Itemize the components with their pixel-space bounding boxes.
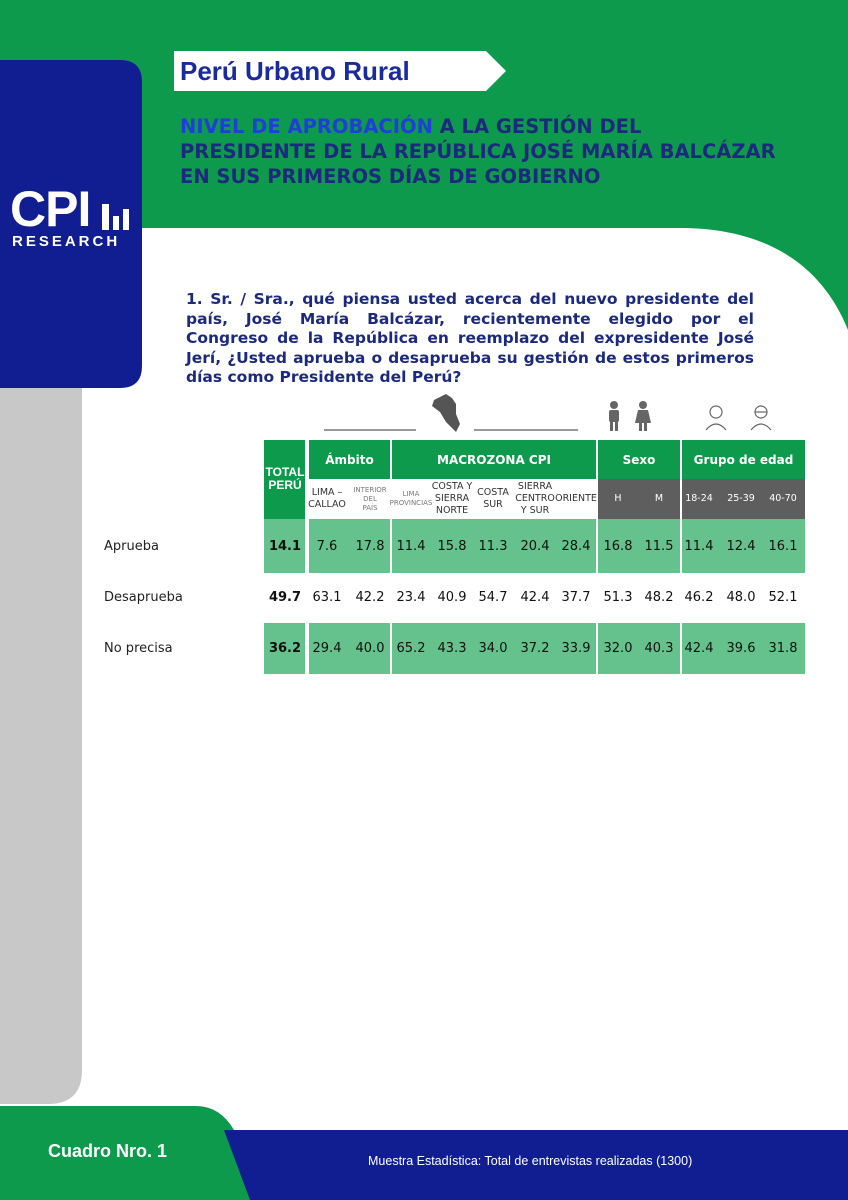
column-subheader: INTERIOR DEL PAÍS [353, 485, 387, 512]
row-label: Aprueba [104, 539, 159, 554]
table-cell-value: 11.4 [684, 539, 714, 554]
table-cell-value: 11.5 [644, 539, 674, 554]
brand-logo-text: CPI [10, 181, 91, 237]
row-total-value: 36.2 [268, 641, 302, 656]
table-cell-value: 28.4 [561, 539, 591, 554]
column-subheader: SIERRA CENTRO Y SUR [515, 481, 555, 516]
table-cell-value: 29.4 [312, 641, 342, 656]
table-cell-value: 43.3 [437, 641, 467, 656]
column-subheader: 40-70 [769, 493, 797, 504]
table-cell-value: 42.2 [355, 590, 385, 605]
table-cell-value: 37.2 [520, 641, 550, 656]
table-cell-value: 23.4 [396, 590, 426, 605]
row-total-value: 49.7 [268, 590, 302, 605]
table-cell-value: 17.8 [355, 539, 385, 554]
row-label: No precisa [104, 641, 173, 656]
table-cell-value: 51.3 [603, 590, 633, 605]
table-cell-value: 33.9 [561, 641, 591, 656]
column-subheader: LIMA PROVINCIAS [389, 490, 433, 507]
column-subheader: COSTA SUR [477, 487, 509, 510]
table-cell-value: 15.8 [437, 539, 467, 554]
section-title: Perú Urbano Rural [180, 56, 410, 86]
table-cell-value: 16.8 [603, 539, 633, 554]
column-subheader: 18-24 [685, 493, 713, 504]
headline-line2: PRESIDENTE DE LA REPÚBLICA JOSÉ MARÍA BALCÁZAR [180, 140, 776, 163]
headline-highlight: NIVEL DE APROBACIÓN [180, 115, 433, 138]
brand-logo-subtitle: RESEARCH [12, 233, 121, 250]
table-cell-value: 40.9 [437, 590, 467, 605]
group-header: Grupo de edad [693, 453, 794, 467]
row-label: Desaprueba [104, 590, 183, 605]
table-cell-value: 54.7 [478, 590, 508, 605]
column-subheader: ORIENTE [555, 493, 597, 504]
column-subheader: H [614, 493, 622, 504]
table-cell-value: 42.4 [520, 590, 550, 605]
table-cell-value: 39.6 [726, 641, 756, 656]
headline-line3: EN SUS PRIMEROS DÍAS DE GOBIERNO [180, 165, 601, 188]
group-header: Ámbito [325, 453, 374, 467]
table-cell-value: 34.0 [478, 641, 508, 656]
table-cell-value: 16.1 [768, 539, 798, 554]
table-cell-value: 12.4 [726, 539, 756, 554]
row-total-value: 14.1 [268, 539, 302, 554]
table-cell-value: 52.1 [768, 590, 798, 605]
table-cell-value: 46.2 [684, 590, 714, 605]
column-subheader: M [654, 493, 664, 504]
group-header: MACROZONA CPI [437, 453, 551, 467]
table-cell-value: 37.7 [561, 590, 591, 605]
footer-sample-note: Muestra Estadística: Total de entrevistas realizadas (1300) [368, 1154, 693, 1168]
table-cell-value: 63.1 [312, 590, 342, 605]
table-cell-value: 11.4 [396, 539, 426, 554]
total-header: TOTAL PERÚ [265, 465, 305, 492]
table-cell-value: 31.8 [768, 641, 798, 656]
table-cell-value: 11.3 [478, 539, 508, 554]
footer-table-number: Cuadro Nro. 1 [48, 1141, 168, 1161]
table-cell-value: 32.0 [603, 641, 633, 656]
table-cell-value: 20.4 [520, 539, 550, 554]
table-cell-value: 7.6 [316, 539, 338, 554]
column-subheader: 25-39 [727, 493, 755, 504]
group-header: Sexo [622, 453, 656, 467]
column-subheader: LIMA – CALLAO [308, 487, 346, 510]
table-cell-value: 40.0 [355, 641, 385, 656]
table-cell-value: 48.0 [726, 590, 756, 605]
headline-line1-rest: A LA GESTIÓN DEL [432, 115, 642, 138]
survey-question: 1. Sr. / Sra., qué piensa usted acerca del nuevo presidente del país, José María Balcázar, recientemente elegido por el Congreso de la República en reemplazo del expresidente José Jerí, ¿Usted aprueba o desaprueba su gestión de estos primeros días como Presidente del Perú? [186, 290, 754, 386]
table-cell-value: 65.2 [396, 641, 426, 656]
table-cell-value: 40.3 [644, 641, 674, 656]
table-cell-value: 48.2 [644, 590, 674, 605]
table-cell-value: 42.4 [684, 641, 714, 656]
column-subheader: COSTA Y SIERRA NORTE [431, 481, 473, 516]
